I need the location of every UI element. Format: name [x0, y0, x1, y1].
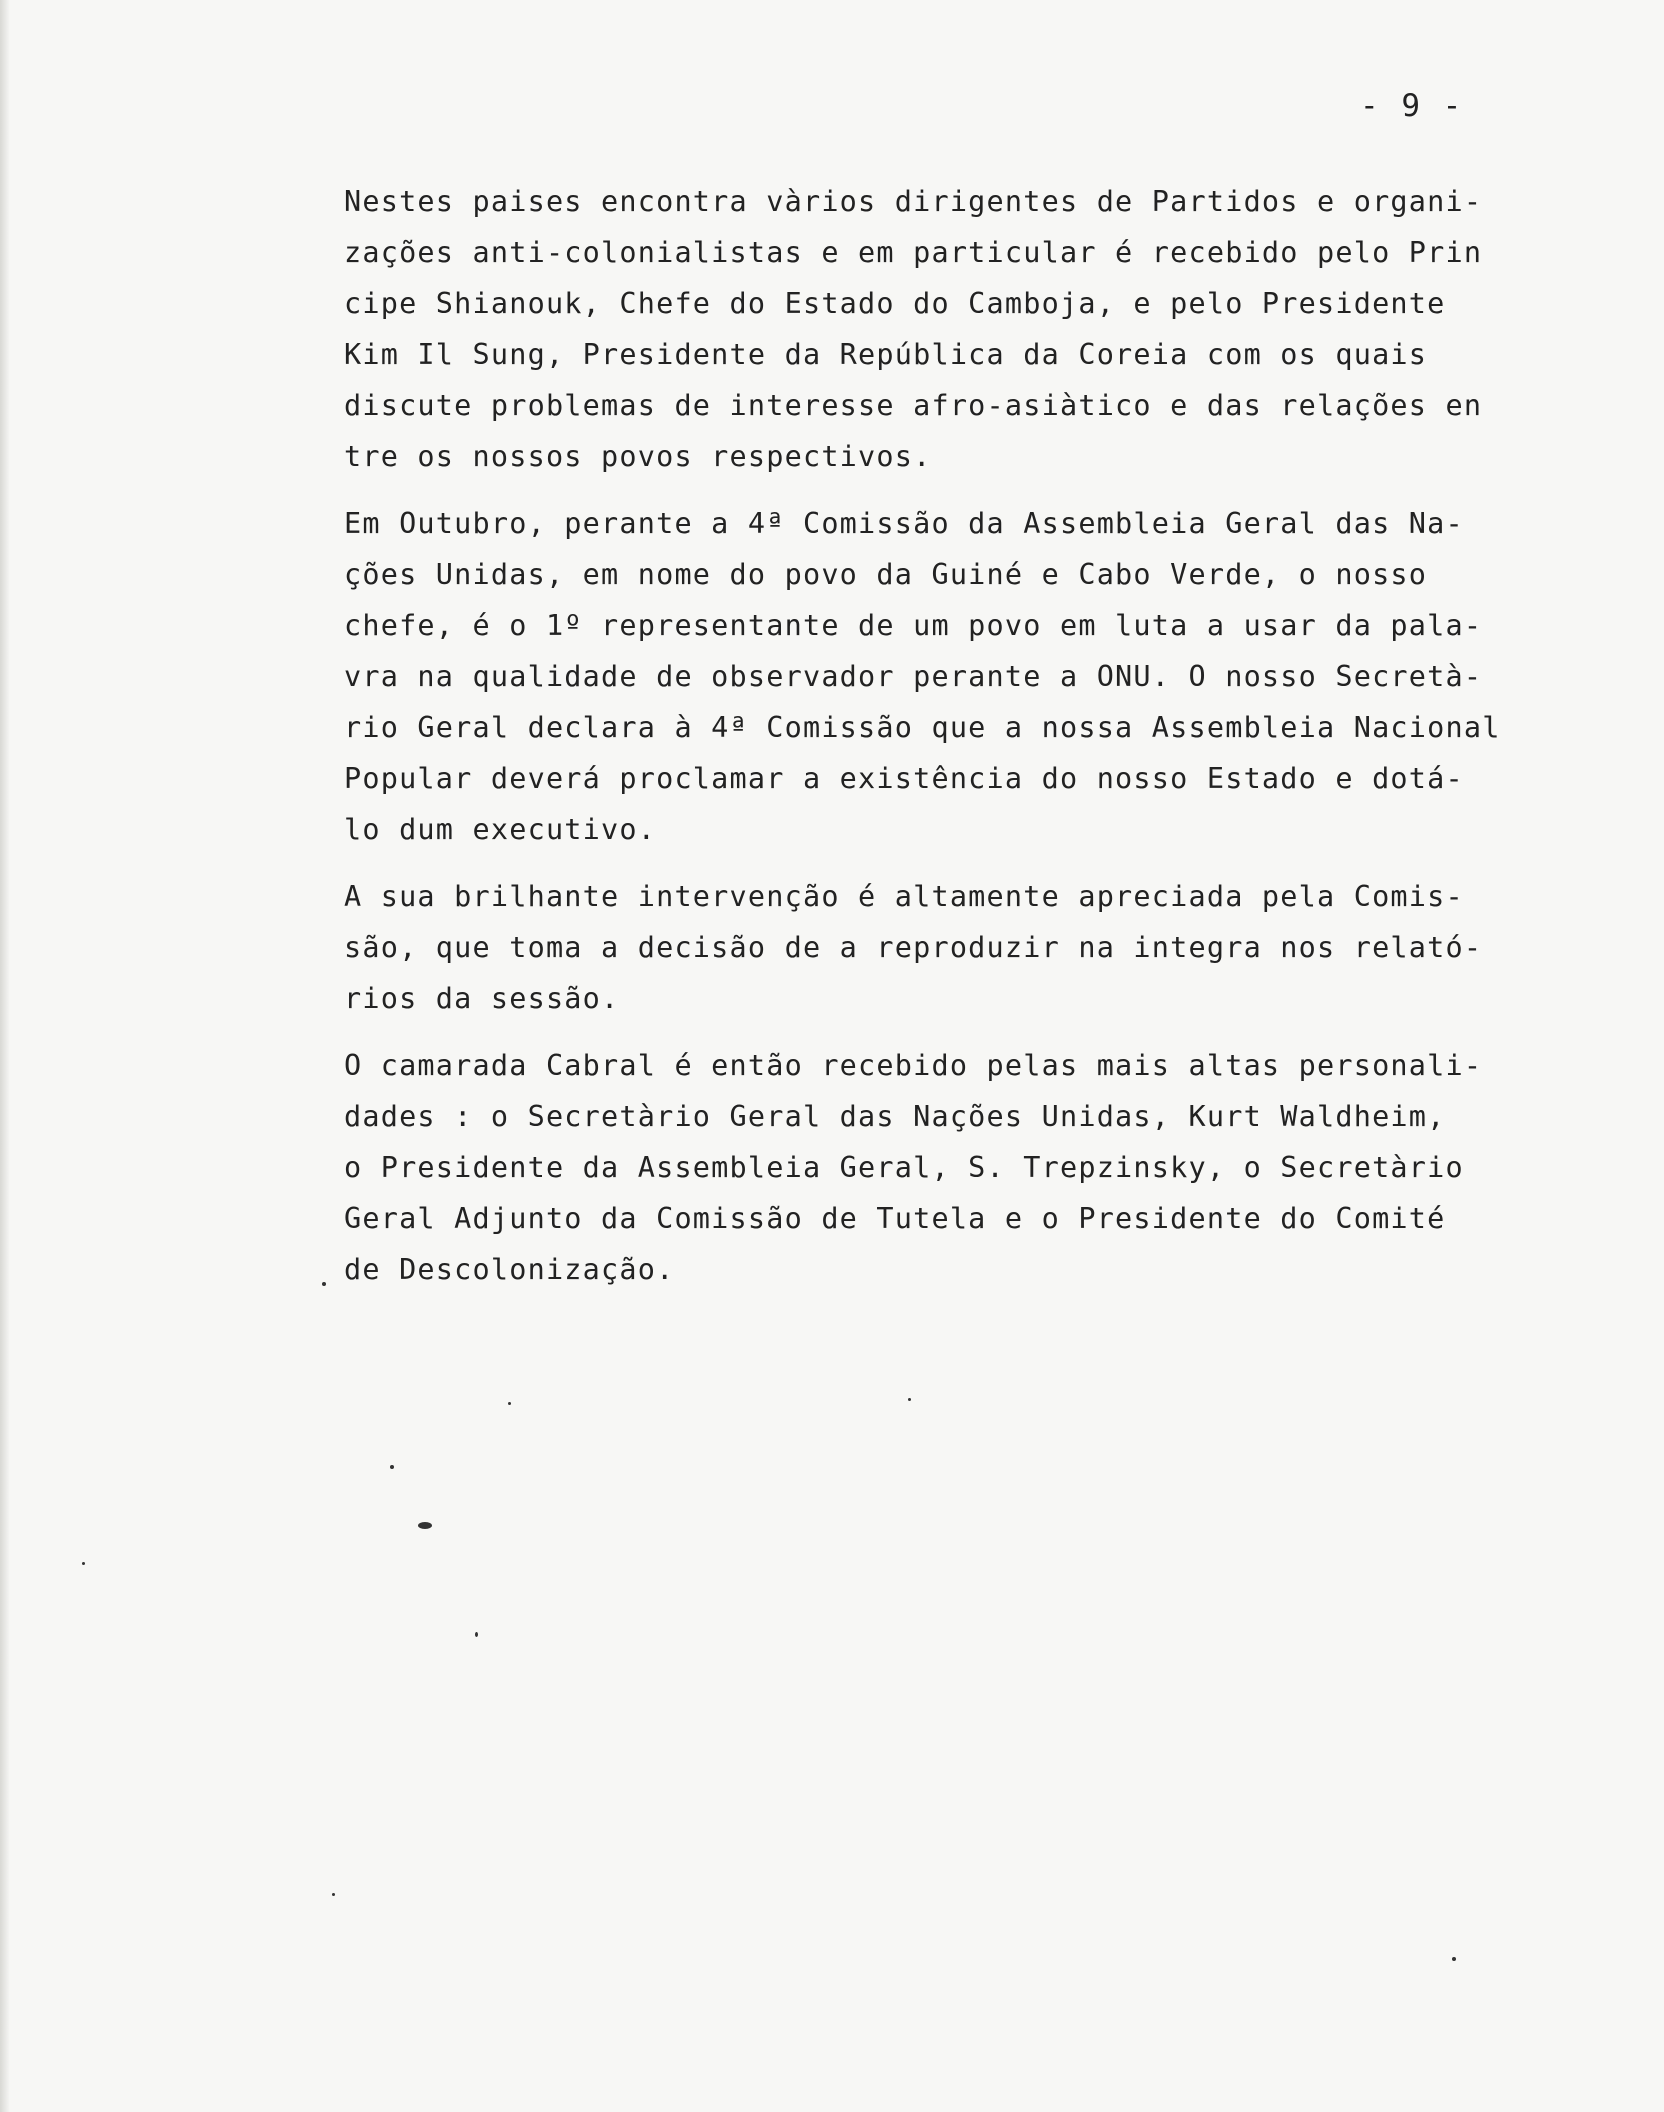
- text-line: discute problemas de interesse afro-asiàtico e das relações en: [344, 389, 1483, 422]
- scan-speck: [418, 1522, 432, 1529]
- text-line: A sua brilhante intervenção é altamente apreciada pela Comis-: [344, 880, 1464, 913]
- text-line: dades : o Secretàrio Geral das Nações Unidas, Kurt Waldheim,: [344, 1100, 1446, 1133]
- text-line: Nestes paises encontra vàrios dirigentes de Partidos e organi-: [344, 185, 1483, 218]
- text-line: de Descolonização.: [344, 1253, 675, 1286]
- text-line: Popular deverá proclamar a existência do nosso Estado e dotá-: [344, 762, 1464, 795]
- text-line: ções Unidas, em nome do povo da Guiné e Cabo Verde, o nosso: [344, 558, 1428, 591]
- paragraph: [344, 871, 1594, 1024]
- text-line: O camarada Cabral é então recebido pelas mais altas personali-: [344, 1049, 1483, 1082]
- text-line: Kim Il Sung, Presidente da República da Coreia com os quais: [344, 338, 1428, 371]
- page-number: - 9 -: [1360, 88, 1464, 124]
- text-line: cipe Shianouk, Chefe do Estado do Camboja, e pelo Presidente: [344, 287, 1446, 320]
- text-line: são, que toma a decisão de a reproduzir na integra nos relató-: [344, 931, 1483, 964]
- scan-speck: [475, 1632, 478, 1637]
- text-line: Geral Adjunto da Comissão de Tutela e o Presidente do Comité: [344, 1202, 1446, 1235]
- text-line: vra na qualidade de observador perante a ONU. O nosso Secretà-: [344, 660, 1483, 693]
- scan-speck: [908, 1398, 911, 1401]
- text-line: Em Outubro, perante a 4ª Comissão da Assembleia Geral das Na-: [344, 507, 1464, 540]
- binding-edge: [0, 0, 10, 2112]
- text-line: chefe, é o 1º representante de um povo em luta a usar da pala-: [344, 609, 1483, 642]
- scan-speck: [1452, 1957, 1456, 1961]
- scan-speck: [332, 1893, 335, 1896]
- text-line: tre os nossos povos respectivos.: [344, 440, 932, 473]
- text-line: rio Geral declara à 4ª Comissão que a nossa Assembleia Nacional: [344, 711, 1501, 744]
- paragraph: [344, 176, 1594, 482]
- text-line: lo dum executivo.: [344, 813, 657, 846]
- text-line: rios da sessão.: [344, 982, 620, 1015]
- scan-speck: [82, 1562, 85, 1565]
- scan-speck: [322, 1282, 326, 1286]
- paragraph: [344, 1040, 1594, 1295]
- text-line: zações anti-colonialistas e em particular é recebido pelo Prin: [344, 236, 1483, 269]
- text-line: o Presidente da Assembleia Geral, S. Trepzinsky, o Secretàrio: [344, 1151, 1464, 1184]
- scan-speck: [508, 1402, 511, 1405]
- scan-speck: [390, 1465, 394, 1469]
- paragraph: [344, 498, 1594, 855]
- body-text: [344, 176, 1594, 1311]
